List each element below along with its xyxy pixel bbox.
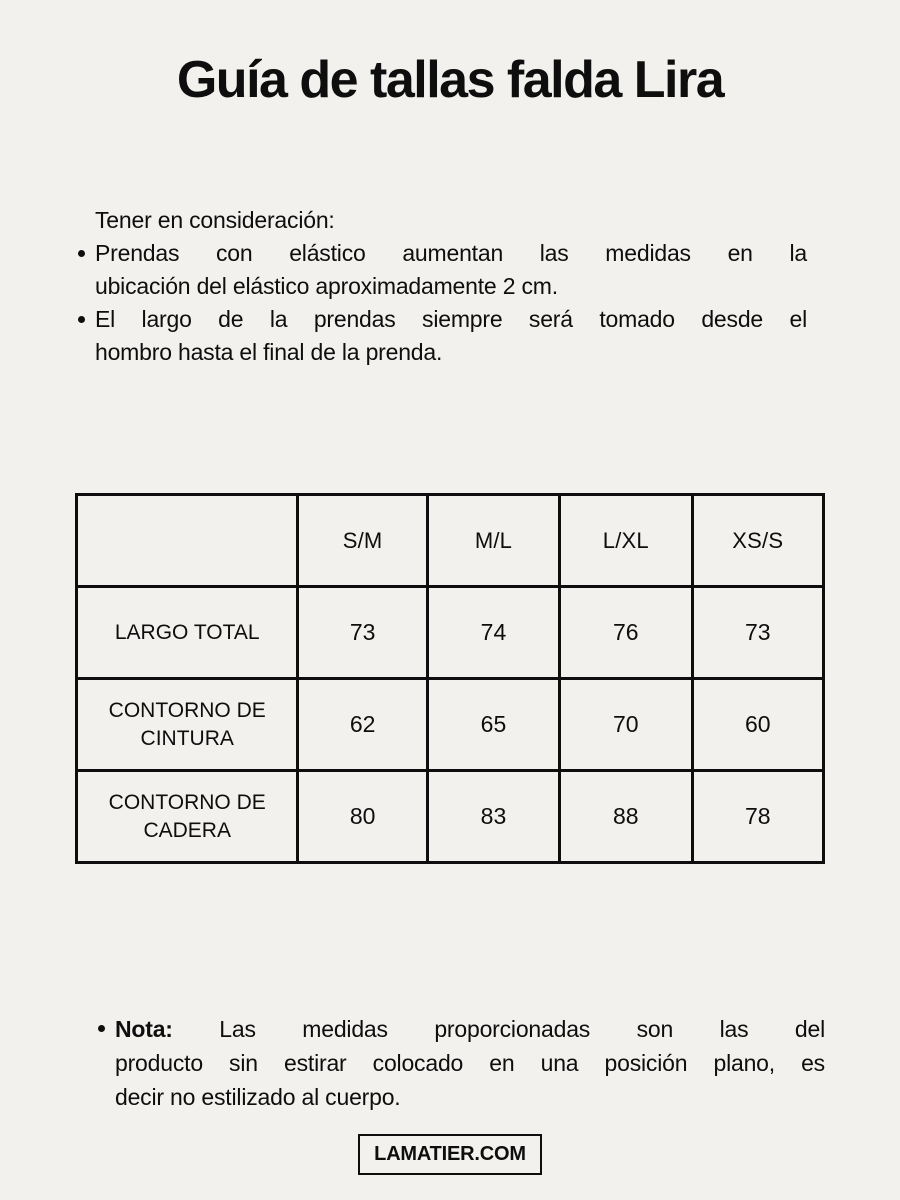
note-text: Las medidas proporcionadas son las del — [219, 1016, 825, 1042]
measurement-value: 73 — [298, 587, 427, 679]
measurement-value: 62 — [298, 679, 427, 771]
measurement-label — [77, 771, 298, 863]
note-section — [98, 1012, 825, 1114]
page-title: Guía de tallas falda Lira — [176, 51, 724, 109]
size-column-header: L/XL — [560, 495, 692, 587]
note-label: Nota: — [115, 1016, 173, 1042]
measurement-value: 65 — [427, 679, 559, 771]
consideration-item — [78, 303, 807, 369]
brand-badge: LAMATIER.COM — [358, 1134, 542, 1175]
measurement-value: 60 — [692, 679, 823, 771]
size-table-corner-cell — [77, 495, 298, 587]
considerations-section — [78, 204, 807, 369]
measurement-value: 74 — [427, 587, 559, 679]
measurement-value: 80 — [298, 771, 427, 863]
note-line — [115, 1012, 825, 1046]
measurement-label-line: CONTORNO DE — [108, 698, 266, 722]
measurement-value: 70 — [560, 679, 692, 771]
measurement-label-line: CADERA — [143, 818, 231, 842]
consideration-line: hombro hasta el final de la prenda. — [95, 339, 443, 365]
note-line: decir no estilizado al cuerpo. — [115, 1084, 401, 1110]
considerations-intro: Tener en consideración: — [95, 207, 335, 233]
measurement-value: 73 — [692, 587, 823, 679]
measurement-value: 83 — [427, 771, 559, 863]
consideration-item — [78, 237, 807, 303]
measurement-label — [77, 679, 298, 771]
size-table-header-row — [77, 495, 824, 587]
size-column-header: M/L — [427, 495, 559, 587]
table-row — [77, 587, 824, 679]
table-row — [77, 771, 824, 863]
measurement-label-line: CONTORNO DE — [108, 790, 266, 814]
size-column-header: S/M — [298, 495, 427, 587]
table-row — [77, 679, 824, 771]
consideration-line: Prendas con elástico aumentan las medidas en la — [95, 240, 807, 266]
note-line: producto sin estirar colocado en una posición plano, es — [115, 1050, 825, 1076]
size-table — [75, 493, 825, 864]
measurement-label-line: CINTURA — [140, 726, 234, 750]
measurement-value: 78 — [692, 771, 823, 863]
footer — [0, 1134, 900, 1175]
consideration-line: ubicación del elástico aproximadamente 2 cm. — [95, 273, 558, 299]
size-column-header: XS/S — [692, 495, 823, 587]
consideration-line: El largo de la prendas siempre será tomado desde el — [95, 306, 807, 332]
measurement-value: 76 — [560, 587, 692, 679]
measurement-value: 88 — [560, 771, 692, 863]
measurement-label: LARGO TOTAL — [77, 587, 298, 679]
